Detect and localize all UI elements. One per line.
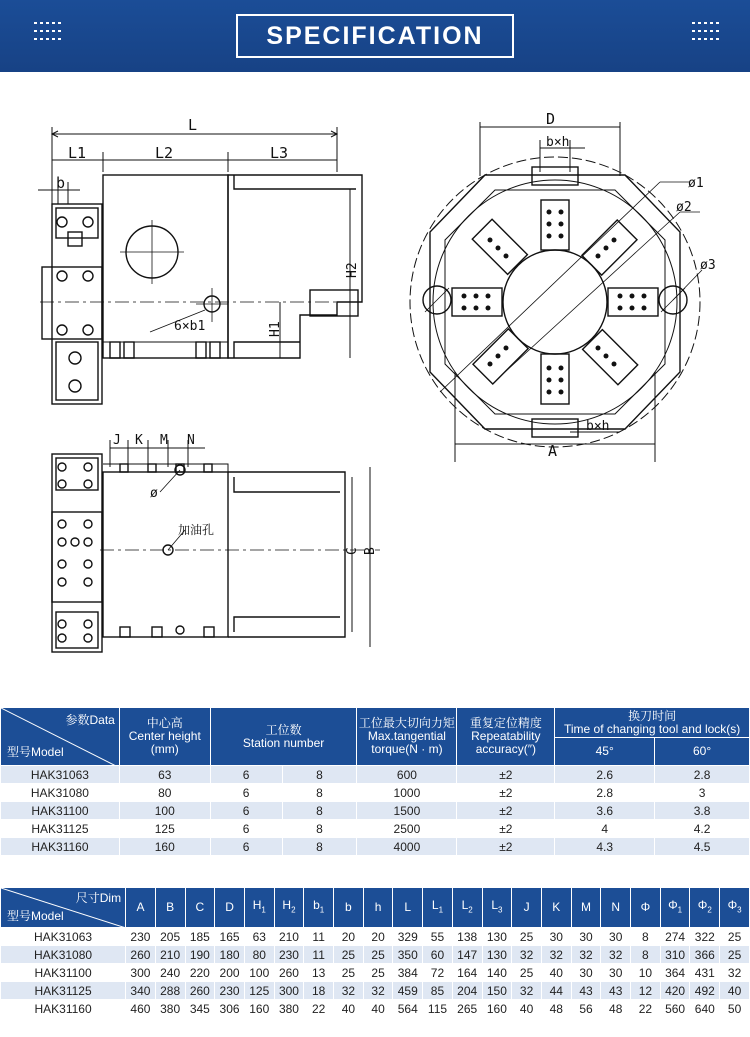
value-cell: 12 — [631, 982, 661, 1000]
value-cell: 4.5 — [655, 838, 750, 856]
dim-column-header: J — [512, 888, 542, 928]
value-cell: 55 — [423, 928, 453, 946]
dim-column-header: $\Phi_3$ — [720, 888, 750, 928]
value-cell: 200 — [215, 964, 245, 982]
dim-label-J: J — [113, 433, 121, 448]
value-cell: 564 — [393, 1000, 423, 1018]
value-cell: 210 — [155, 946, 185, 964]
value-cell: 2.8 — [655, 766, 750, 784]
value-cell: 11 — [304, 946, 334, 964]
value-cell: 350 — [393, 946, 423, 964]
value-cell: 50 — [720, 1000, 750, 1018]
value-cell: 147 — [452, 946, 482, 964]
value-cell: 8 — [282, 784, 357, 802]
value-cell: 125 — [119, 820, 210, 838]
value-cell: 25 — [363, 946, 393, 964]
table-row — [1, 946, 750, 964]
value-cell: 32 — [334, 982, 364, 1000]
dim-column-header: B — [155, 888, 185, 928]
header-center-height: 中心高 Center height (mm) — [119, 708, 210, 766]
value-cell: 310 — [660, 946, 690, 964]
dim-label-phi1: ø1 — [688, 176, 704, 191]
table1-corner-header — [1, 708, 120, 766]
dim-column-header: Φ — [631, 888, 661, 928]
value-cell: 140 — [482, 964, 512, 982]
table-row — [1, 982, 750, 1000]
dim-label-L1: L1 — [68, 144, 87, 162]
value-cell: 340 — [126, 982, 156, 1000]
header-60-degree: 60° — [655, 738, 750, 766]
value-cell: 230 — [126, 928, 156, 946]
side-view-drawing — [38, 127, 362, 404]
value-cell: 210 — [274, 928, 304, 946]
value-cell: 150 — [482, 982, 512, 1000]
value-cell: 4 — [555, 820, 655, 838]
value-cell: 160 — [244, 1000, 274, 1018]
value-cell: 164 — [452, 964, 482, 982]
value-cell: 63 — [119, 766, 210, 784]
value-cell: 32 — [571, 946, 601, 964]
value-cell: 25 — [512, 964, 542, 982]
value-cell: 380 — [274, 1000, 304, 1018]
value-cell: 6 — [210, 784, 282, 802]
value-cell: 130 — [482, 946, 512, 964]
value-cell: 32 — [720, 964, 750, 982]
value-cell: 40 — [334, 1000, 364, 1018]
spec-banner — [0, 0, 750, 72]
model-cell: HAK31100 — [1, 964, 126, 982]
header-torque: 工位最大切向力矩 Max.tangential torque(N · m) — [357, 708, 457, 766]
value-cell: 40 — [720, 982, 750, 1000]
value-cell: 6 — [210, 802, 282, 820]
value-cell: 2.8 — [555, 784, 655, 802]
value-cell: 32 — [512, 982, 542, 1000]
value-cell: 240 — [155, 964, 185, 982]
value-cell: 80 — [119, 784, 210, 802]
table-row — [1, 964, 750, 982]
header-station-number: 工位数 Station number — [210, 708, 357, 766]
value-cell: 43 — [571, 982, 601, 1000]
value-cell: 25 — [334, 964, 364, 982]
model-cell: HAK31080 — [1, 946, 126, 964]
value-cell: 160 — [482, 1000, 512, 1018]
table-row — [1, 784, 750, 802]
value-cell: 60 — [423, 946, 453, 964]
value-cell: 20 — [363, 928, 393, 946]
value-cell: 125 — [244, 982, 274, 1000]
table2-corner-bottom: 型号Model — [7, 909, 64, 923]
dim-column-header: K — [541, 888, 571, 928]
value-cell: 30 — [571, 928, 601, 946]
value-cell: 22 — [631, 1000, 661, 1018]
value-cell: 230 — [215, 982, 245, 1000]
dim-label-D: D — [546, 110, 556, 128]
title-frame — [236, 14, 514, 58]
model-cell: HAK31125 — [1, 982, 126, 1000]
value-cell: 11 — [304, 928, 334, 946]
dim-column-header: b — [334, 888, 364, 928]
value-cell: 205 — [155, 928, 185, 946]
value-cell: 40 — [512, 1000, 542, 1018]
value-cell: 4000 — [357, 838, 457, 856]
dim-label-bxh-bottom: b×h — [586, 419, 610, 434]
dim-label-phi3: ø3 — [700, 258, 716, 273]
value-cell: 56 — [571, 1000, 601, 1018]
value-cell: 6 — [210, 838, 282, 856]
header-45-degree: 45° — [555, 738, 655, 766]
value-cell: 32 — [541, 946, 571, 964]
dim-column-header: L — [393, 888, 423, 928]
value-cell: 2.6 — [555, 766, 655, 784]
value-cell: 190 — [185, 946, 215, 964]
dimension-table — [0, 887, 750, 1018]
table1-corner-bottom: 型号Model — [7, 745, 64, 759]
dim-label-H2: H2 — [345, 262, 360, 278]
value-cell: ±2 — [457, 820, 555, 838]
table2-corner-top: 尺寸Dim — [75, 891, 122, 905]
value-cell: 380 — [155, 1000, 185, 1018]
dim-column-header: $L_2$ — [452, 888, 482, 928]
table-row — [1, 838, 750, 856]
value-cell: 48 — [601, 1000, 631, 1018]
dim-label-L: L — [188, 116, 198, 134]
dim-label-K: K — [135, 433, 143, 448]
performance-table-body — [1, 766, 750, 856]
model-cell: HAK31063 — [1, 766, 120, 784]
value-cell: 44 — [541, 982, 571, 1000]
value-cell: 260 — [185, 982, 215, 1000]
value-cell: 1500 — [357, 802, 457, 820]
value-cell: 48 — [541, 1000, 571, 1018]
dim-column-header: $L_1$ — [423, 888, 453, 928]
value-cell: 230 — [274, 946, 304, 964]
value-cell: 366 — [690, 946, 720, 964]
dim-label-H1: H1 — [268, 321, 283, 337]
value-cell: 8 — [631, 928, 661, 946]
dim-column-header: $\Phi_1$ — [660, 888, 690, 928]
value-cell: 560 — [660, 1000, 690, 1018]
model-cell: HAK31160 — [1, 1000, 126, 1018]
value-cell: 25 — [363, 964, 393, 982]
value-cell: 306 — [215, 1000, 245, 1018]
value-cell: 4.2 — [655, 820, 750, 838]
dim-label-bolt: 6×b1 — [174, 319, 206, 334]
dim-column-header: $b_1$ — [304, 888, 334, 928]
header-change-time: 换刀时间 Time of changing tool and lock(s) — [555, 708, 750, 738]
value-cell: 431 — [690, 964, 720, 982]
model-cell: HAK31125 — [1, 820, 120, 838]
value-cell: 600 — [357, 766, 457, 784]
value-cell: 1000 — [357, 784, 457, 802]
value-cell: 220 — [185, 964, 215, 982]
value-cell: 492 — [690, 982, 720, 1000]
dim-column-header: $H_1$ — [244, 888, 274, 928]
value-cell: 10 — [631, 964, 661, 982]
dim-label-phi2: ø2 — [676, 200, 692, 215]
dim-label-N: N — [187, 433, 195, 448]
value-cell: 100 — [244, 964, 274, 982]
dim-label-L2: L2 — [155, 144, 174, 162]
value-cell: 32 — [601, 946, 631, 964]
value-cell: 322 — [690, 928, 720, 946]
value-cell: 300 — [274, 982, 304, 1000]
value-cell: 130 — [482, 928, 512, 946]
dim-column-header: $L_3$ — [482, 888, 512, 928]
dim-column-header: h — [363, 888, 393, 928]
value-cell: 25 — [334, 946, 364, 964]
value-cell: 85 — [423, 982, 453, 1000]
left-dots-decoration — [34, 22, 64, 50]
value-cell: 460 — [126, 1000, 156, 1018]
dim-column-header: D — [215, 888, 245, 928]
value-cell: 32 — [512, 946, 542, 964]
value-cell: 274 — [660, 928, 690, 946]
model-cell: HAK31080 — [1, 784, 120, 802]
value-cell: 364 — [660, 964, 690, 982]
table-row — [1, 1000, 750, 1018]
value-cell: 72 — [423, 964, 453, 982]
dim-column-header: M — [571, 888, 601, 928]
value-cell: 40 — [363, 1000, 393, 1018]
page-title: SPECIFICATION — [266, 21, 484, 50]
header-accuracy: 重复定位精度 Repeatability accuracy(″) — [457, 708, 555, 766]
dim-column-header: N — [601, 888, 631, 928]
value-cell: 180 — [215, 946, 245, 964]
value-cell: 8 — [631, 946, 661, 964]
dim-label-b: b — [56, 174, 66, 192]
value-cell: 22 — [304, 1000, 334, 1018]
value-cell: ±2 — [457, 766, 555, 784]
value-cell: 300 — [126, 964, 156, 982]
value-cell: 185 — [185, 928, 215, 946]
bottom-view-drawing — [52, 440, 380, 652]
table-row — [1, 820, 750, 838]
value-cell: 32 — [363, 982, 393, 1000]
dim-column-header: C — [185, 888, 215, 928]
dim-label-C: C — [345, 547, 360, 555]
value-cell: 25 — [720, 928, 750, 946]
table-row — [1, 766, 750, 784]
value-cell: 8 — [282, 802, 357, 820]
value-cell: 8 — [282, 766, 357, 784]
table-row — [1, 928, 750, 946]
value-cell: 40 — [541, 964, 571, 982]
value-cell: 30 — [601, 928, 631, 946]
technical-drawing — [0, 72, 750, 698]
value-cell: 30 — [541, 928, 571, 946]
value-cell: 459 — [393, 982, 423, 1000]
value-cell: 138 — [452, 928, 482, 946]
dimension-table-body — [1, 928, 750, 1018]
front-view-drawing — [410, 122, 702, 462]
value-cell: 18 — [304, 982, 334, 1000]
dim-label-phi: ø — [150, 486, 158, 501]
oil-hole-label: 加油孔 — [178, 523, 215, 537]
value-cell: 329 — [393, 928, 423, 946]
value-cell: 13 — [304, 964, 334, 982]
model-cell: HAK31160 — [1, 838, 120, 856]
dim-label-A: A — [548, 442, 558, 460]
value-cell: 160 — [119, 838, 210, 856]
value-cell: 260 — [126, 946, 156, 964]
value-cell: 165 — [215, 928, 245, 946]
value-cell: 384 — [393, 964, 423, 982]
model-cell: HAK31063 — [1, 928, 126, 946]
value-cell: 100 — [119, 802, 210, 820]
model-cell: HAK31100 — [1, 802, 120, 820]
dim-column-header: $H_2$ — [274, 888, 304, 928]
value-cell: 115 — [423, 1000, 453, 1018]
dim-label-L3: L3 — [270, 144, 289, 162]
value-cell: 80 — [244, 946, 274, 964]
dim-label-B: B — [363, 547, 378, 555]
value-cell: 30 — [571, 964, 601, 982]
value-cell: 25 — [512, 928, 542, 946]
value-cell: 265 — [452, 1000, 482, 1018]
value-cell: ±2 — [457, 802, 555, 820]
value-cell: 3.8 — [655, 802, 750, 820]
value-cell: 420 — [660, 982, 690, 1000]
value-cell: 20 — [334, 928, 364, 946]
table-row — [1, 802, 750, 820]
value-cell: 4.3 — [555, 838, 655, 856]
value-cell: ±2 — [457, 784, 555, 802]
value-cell: 6 — [210, 766, 282, 784]
value-cell: 43 — [601, 982, 631, 1000]
value-cell: 2500 — [357, 820, 457, 838]
value-cell: 6 — [210, 820, 282, 838]
value-cell: 3.6 — [555, 802, 655, 820]
value-cell: 345 — [185, 1000, 215, 1018]
value-cell: 204 — [452, 982, 482, 1000]
dim-label-bxh-top: b×h — [546, 135, 570, 150]
value-cell: 8 — [282, 838, 357, 856]
performance-table — [0, 707, 750, 856]
value-cell: ±2 — [457, 838, 555, 856]
table2-corner-header — [1, 888, 126, 928]
value-cell: 8 — [282, 820, 357, 838]
value-cell: 3 — [655, 784, 750, 802]
table1-corner-top: 参数Data — [65, 713, 115, 727]
value-cell: 25 — [720, 946, 750, 964]
dim-column-header: A — [126, 888, 156, 928]
value-cell: 288 — [155, 982, 185, 1000]
dim-label-M: M — [160, 433, 168, 448]
value-cell: 640 — [690, 1000, 720, 1018]
right-dots-decoration — [692, 22, 722, 50]
value-cell: 260 — [274, 964, 304, 982]
value-cell: 30 — [601, 964, 631, 982]
value-cell: 63 — [244, 928, 274, 946]
dim-column-header: $\Phi_2$ — [690, 888, 720, 928]
